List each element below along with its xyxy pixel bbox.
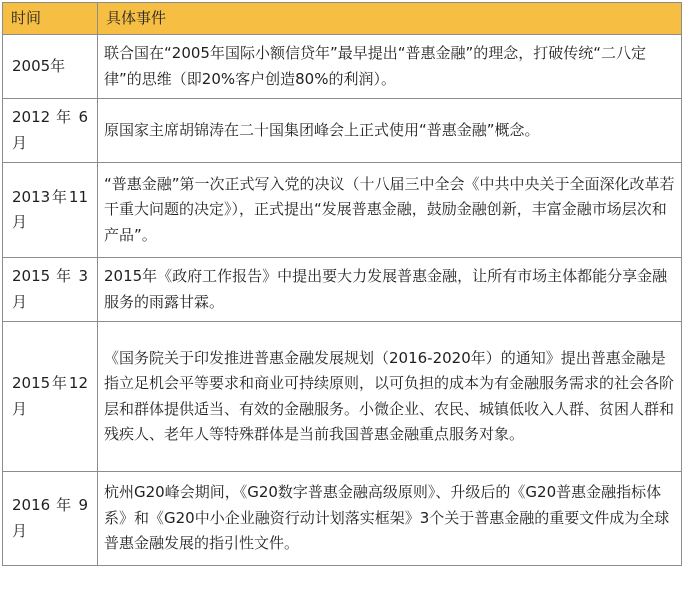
- row-time: 2015年12月: [3, 322, 98, 472]
- header-time: 时间: [3, 3, 98, 35]
- table-row: [3, 35, 682, 99]
- row-event: 杭州G20峰会期间，《G20数字普惠金融高级原则》、升级后的《G20普惠金融指标体系》和《G20中小企业融资行动计划落实框架》3个关于普惠金融的重要文件成为全球普惠金融发展的指引性文件。: [98, 472, 682, 566]
- timeline-table: [2, 2, 682, 566]
- row-time: 2005年: [3, 35, 98, 99]
- timeline-table-container: [2, 2, 681, 566]
- header-event: 具体事件: [98, 3, 682, 35]
- table-row: [3, 163, 682, 258]
- row-event: “普惠金融”第一次正式写入党的决议（十八届三中全会《中共中央关于全面深化改革若干重大问题的决定》），正式提出“发展普惠金融，鼓励金融创新，丰富金融市场层次和产品”。: [98, 163, 682, 258]
- row-time: 2012 年 6 月: [3, 99, 98, 163]
- row-time: 2016 年 9 月: [3, 472, 98, 566]
- table-header-row: [3, 3, 682, 35]
- table-row: [3, 472, 682, 566]
- row-event: 联合国在“2005年国际小额信贷年”最早提出“普惠金融”的理念，打破传统“二八定律”的思维（即20%客户创造80%的利润）。: [98, 35, 682, 99]
- row-event: 原国家主席胡锦涛在二十国集团峰会上正式使用“普惠金融”概念。: [98, 99, 682, 163]
- row-event: 2015年《政府工作报告》中提出要大力发展普惠金融，让所有市场主体都能分享金融服务的雨露甘霖。: [98, 258, 682, 322]
- row-time: 2015 年 3 月: [3, 258, 98, 322]
- row-time: 2013年11月: [3, 163, 98, 258]
- table-row: [3, 322, 682, 472]
- row-event: 《国务院关于印发推进普惠金融发展规划（2016-2020年）的通知》提出普惠金融是指立足机会平等要求和商业可持续原则，以可负担的成本为有金融服务需求的社会各阶层和群体提供适当、有效的金融服务。小微企业、农民、城镇低收入人群、贫困人群和残疾人、老年人等特殊群体是当前我国普惠金融重点服务对象。: [98, 322, 682, 472]
- table-row: [3, 258, 682, 322]
- table-row: [3, 99, 682, 163]
